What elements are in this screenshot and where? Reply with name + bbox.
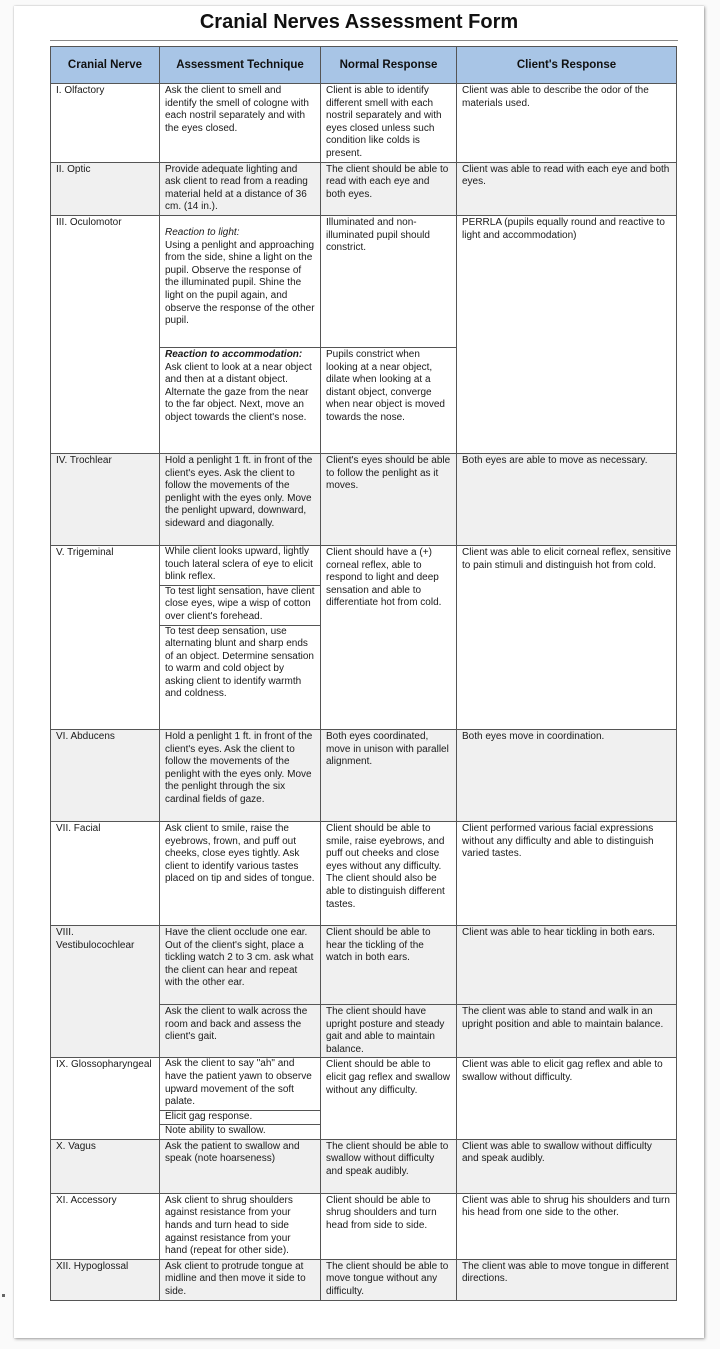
technique-cell: Have the client occlude one ear. Out of the client's sight, place a tickling watch 2 to 3 cm. ask what the client can hear and repeat with the other ear. xyxy=(160,925,321,1004)
normal-response-cell: Client should be able to hear the tickling of the watch in both ears. xyxy=(321,925,457,1004)
table-row xyxy=(51,925,677,1004)
normal-response-cell: Client should be able to shrug shoulders and turn head from side to side. xyxy=(321,1193,457,1259)
client-response-cell: The client was able to move tongue in different directions. xyxy=(457,1259,677,1300)
nerve-name: VIII. Vestibulocochlear xyxy=(51,925,160,1057)
nerve-name: XII. Hypoglossal xyxy=(51,1259,160,1300)
normal-response-cell: The client should be able to swallow without difficulty and speak audibly. xyxy=(321,1139,457,1193)
technique-cell: Ask the patient to swallow and speak (note hoarseness) xyxy=(160,1139,321,1193)
client-response-cell: Client was able to read with each eye and both eyes. xyxy=(457,162,677,215)
technique-cell xyxy=(160,1058,321,1140)
technique-cell: Ask client to shrug shoulders against resistance from your hands and turn head to side against resistance from your hand (repeat for other side). xyxy=(160,1193,321,1259)
technique-subcell: To test light sensation, have client close eyes, wipe a wisp of cotton over client's forehead. xyxy=(160,586,320,626)
technique-subcell: While client looks upward, lightly touch lateral sclera of eye to elicit blink reflex. xyxy=(160,546,320,586)
header-clients-response: Client's Response xyxy=(457,47,677,84)
nerve-name: V. Trigeminal xyxy=(51,545,160,729)
nerve-name: VII. Facial xyxy=(51,821,160,925)
table-row xyxy=(51,1259,677,1300)
client-response-cell: Client was able to swallow without difficulty and speak audibly. xyxy=(457,1139,677,1193)
technique-subheading: Reaction to light: xyxy=(165,226,240,238)
normal-response-cell: Pupils constrict when looking at a near object, dilate when looking at a distant object, converge when near object is moved towards the nose. xyxy=(321,347,457,453)
table-row xyxy=(51,545,677,729)
technique-text: Ask client to look at a near object and then at a distant object. Alternate the gaze from the near to the far object. Next, move an object towards the client's nose. xyxy=(165,361,312,423)
nerve-name: III. Oculomotor xyxy=(51,215,160,453)
normal-response-cell: Client should be able to smile, raise eyebrows, and puff out cheeks and close eyes without any difficulty. The client should also be able to distinguish different tastes. xyxy=(321,821,457,925)
technique-cell: Ask the client to smell and identify the smell of cologne with each nostril separately and with the eyes closed. xyxy=(160,84,321,163)
technique-cell: Ask the client to walk across the room and back and assess the client's gait. xyxy=(160,1004,321,1057)
client-response-cell: Client was able to elicit gag reflex and able to swallow without difficulty. xyxy=(457,1058,677,1140)
normal-response-cell: Illuminated and non-illuminated pupil should constrict. xyxy=(321,215,457,347)
technique-text: Using a penlight and approaching from the side, shine a light on the pupil. Observe the response of the illuminated pupil. Shine the light on the pupil again, and observe the response of the other pupil. xyxy=(165,239,315,327)
normal-response-cell: The client should be able to read with each eye and both eyes. xyxy=(321,162,457,215)
table-row xyxy=(51,162,677,215)
normal-response-cell: Client's eyes should be able to follow the penlight as it moves. xyxy=(321,453,457,545)
header-assessment-technique: Assessment Technique xyxy=(160,47,321,84)
technique-subheading: Reaction to accommodation: xyxy=(165,348,303,360)
normal-response-cell: The client should have upright posture and steady gait and able to maintain balance. xyxy=(321,1004,457,1057)
normal-response-cell: Client should be able to elicit gag reflex and swallow without any difficulty. xyxy=(321,1058,457,1140)
form-title: Cranial Nerves Assessment Form xyxy=(199,11,519,33)
table-row xyxy=(51,1139,677,1193)
nerve-name: IX. Glossopharyngeal xyxy=(51,1058,160,1140)
normal-response-cell: Client is able to identify different smell with each nostril separately and with eyes closed unless such condition like colds is present. xyxy=(321,84,457,163)
technique-cell: Ask client to smile, raise the eyebrows, frown, and puff out cheeks, close eyes tightly. Ask client to identify various tastes placed on tip and sides of tongue. xyxy=(160,821,321,925)
table-row xyxy=(51,215,677,347)
header-normal-response: Normal Response xyxy=(321,47,457,84)
technique-subcell: Note ability to swallow. xyxy=(165,1125,266,1137)
normal-response-cell: Client should have a (+) corneal reflex, able to respond to light and deep sensation and able to differentiate hot from cold. xyxy=(321,545,457,729)
nerve-name: VI. Abducens xyxy=(51,729,160,821)
nerve-name: I. Olfactory xyxy=(51,84,160,163)
client-response-cell: Client was able to shrug his shoulders and turn his head from one side to the other. xyxy=(457,1193,677,1259)
technique-cell xyxy=(160,347,321,453)
technique-subcell: To test deep sensation, use alternating blunt and sharp ends of an object. Determine sensation to warm and cold object by asking client to identify warmth and coldness. xyxy=(165,625,314,700)
client-response-cell: Client was able to describe the odor of the materials used. xyxy=(457,84,677,163)
table-row xyxy=(51,1193,677,1259)
table-row xyxy=(51,729,677,821)
technique-cell xyxy=(160,215,321,347)
header-cranial-nerve: Cranial Nerve xyxy=(51,47,160,84)
nerve-name: II. Optic xyxy=(51,162,160,215)
client-response-cell: PERRLA (pupils equally round and reactive to light and accommodation) xyxy=(457,215,677,453)
document-page xyxy=(14,6,704,1338)
normal-response-cell: Both eyes coordinated, move in unison with parallel alignment. xyxy=(321,729,457,821)
nerve-name: IV. Trochlear xyxy=(51,453,160,545)
technique-cell: Hold a penlight 1 ft. in front of the client's eyes. Ask the client to follow the movements of the penlight with the eyes only. Move the penlight upward, downward, sideward and diagonally. xyxy=(160,453,321,545)
nerve-name: X. Vagus xyxy=(51,1139,160,1193)
client-response-cell: Client performed various facial expressions without any difficulty and able to distinguish varied tastes. xyxy=(457,821,677,925)
table-header-row xyxy=(51,47,677,84)
client-response-cell: Both eyes are able to move as necessary. xyxy=(457,453,677,545)
normal-response-cell: The client should be able to move tongue without any difficulty. xyxy=(321,1259,457,1300)
table-row xyxy=(51,1058,677,1140)
table-row xyxy=(51,821,677,925)
technique-cell: Hold a penlight 1 ft. in front of the client's eyes. Ask the client to follow the movements of the penlight with the eyes only. Move the penlight through the six cardinal fields of gaze. xyxy=(160,729,321,821)
technique-cell: Provide adequate lighting and ask client to read from a reading material held at a distance of 36 cm. (14 in.). xyxy=(160,162,321,215)
nerve-name: XI. Accessory xyxy=(51,1193,160,1259)
table-row xyxy=(51,453,677,545)
technique-subcell: Ask the client to say "ah" and have the patient yawn to observe upward movement of the soft palate. xyxy=(160,1058,320,1110)
technique-cell: Ask client to protrude tongue at midline and then move it side to side. xyxy=(160,1259,321,1300)
client-response-cell: Client was able to hear tickling in both ears. xyxy=(457,925,677,1004)
title-underline xyxy=(50,40,678,41)
technique-subcell: Elicit gag response. xyxy=(160,1111,320,1126)
client-response-cell: The client was able to stand and walk in an upright position and able to maintain balance. xyxy=(457,1004,677,1057)
table-row xyxy=(51,84,677,163)
technique-cell xyxy=(160,545,321,729)
assessment-table xyxy=(50,46,677,1301)
client-response-cell: Both eyes move in coordination. xyxy=(457,729,677,821)
scan-dot xyxy=(2,1294,5,1297)
client-response-cell: Client was able to elicit corneal reflex, sensitive to pain stimuli and distinguish hot from cold. xyxy=(457,545,677,729)
